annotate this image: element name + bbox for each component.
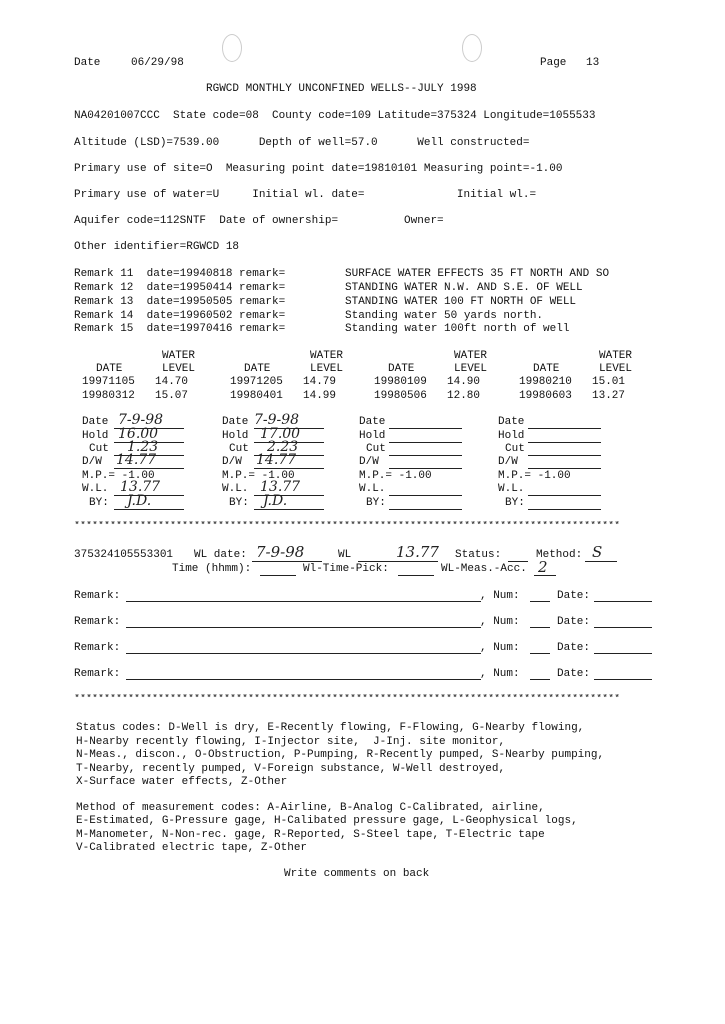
remark-text: Standing water 100ft north of well <box>345 323 570 335</box>
date-label: Date <box>74 57 101 69</box>
asterisk-divider: ******************************************************************************************* <box>74 521 621 532</box>
remark-line-label: Remark: <box>74 668 121 680</box>
site-info-line-5: Aquifer code=112SNTF Date of ownership= Owner= <box>74 215 444 227</box>
hold-field-label: Hold <box>359 430 386 442</box>
date-label: Date: <box>557 616 591 628</box>
level-value: 12.80 <box>447 390 481 402</box>
remark-text: SURFACE WATER EFFECTS 35 FT NORTH AND SO <box>345 268 610 280</box>
status-label: Status: <box>455 549 502 561</box>
date-field-value[interactable]: 7-9-98 <box>118 412 164 428</box>
wl-field-label: W.L. <box>359 483 386 495</box>
mp-field: M.P.= -1.00 <box>82 470 155 482</box>
wl-value[interactable]: 13.77 <box>396 543 439 561</box>
hold-field-label: Hold <box>82 430 109 442</box>
date-label: Date: <box>557 642 591 654</box>
wl-date-value[interactable]: 7-9-98 <box>256 543 305 561</box>
level-date: 19980506 <box>374 390 427 402</box>
level-value: 13.27 <box>592 390 626 402</box>
level-date: 19980210 <box>519 376 572 388</box>
col-header-water: WATER <box>454 350 488 362</box>
cut-field-label: Cut <box>89 443 109 455</box>
remark-line-field[interactable] <box>126 627 481 628</box>
punch-hole-left <box>222 34 242 62</box>
cut-field-label: Cut <box>505 443 525 455</box>
num-field[interactable] <box>530 601 550 602</box>
wl-line <box>358 561 438 562</box>
page-label: Page <box>540 57 567 69</box>
status-codes-line: X-Surface water effects, Z-Other <box>76 776 288 788</box>
site-info-line-4: Primary use of water=U Initial wl. date= Initial wl.= <box>74 189 537 201</box>
num-field[interactable] <box>530 627 550 628</box>
wl-field-value[interactable]: 13.77 <box>120 479 161 495</box>
date-field[interactable] <box>594 627 652 628</box>
num-label: , Num: <box>480 616 520 628</box>
wl-field-label: W.L. <box>82 483 109 495</box>
date-field[interactable] <box>594 601 652 602</box>
date-field-label: Date <box>498 416 525 428</box>
num-label: , Num: <box>480 668 520 680</box>
level-value: 14.90 <box>447 376 481 388</box>
num-label: , Num: <box>480 642 520 654</box>
remark-text: STANDING WATER N.W. AND S.E. OF WELL <box>345 282 583 294</box>
col-header-level: LEVEL <box>454 363 488 375</box>
date-field-value[interactable]: 7-9-98 <box>254 412 300 428</box>
remark-label: Remark 13 date=19950505 remark= <box>74 296 286 308</box>
level-date: 19980312 <box>82 390 135 402</box>
cut-field-value[interactable]: 2.23 <box>267 439 299 455</box>
status-codes-line: H-Nearby recently flowing, I-Injector site, J-Inj. site monitor, <box>76 736 506 748</box>
by-field-label: BY: <box>89 497 109 509</box>
date-field-label: Date <box>82 416 109 428</box>
hold-field-value[interactable]: 17.00 <box>260 426 301 442</box>
wl-field-label: W.L. <box>498 483 525 495</box>
method-codes-line: V-Calibrated electric tape, Z-Other <box>76 842 308 854</box>
status-codes-line: T-Nearby, recently pumped, V-Foreign substance, W-Well destroyed, <box>76 763 506 775</box>
by-field-label: BY: <box>366 497 386 509</box>
level-value: 14.79 <box>303 376 337 388</box>
remark-text: STANDING WATER 100 FT NORTH OF WELL <box>345 296 577 308</box>
site-info-line-1: NA04201007CCC State code=08 County code=109 Latitude=375324 Longitude=1055533 <box>74 110 596 122</box>
status-codes-line: N-Meas., discon., O-Obstruction, P-Pumping, R-Recently pumped, S-Nearby pumping, <box>76 749 605 761</box>
col-header-date: DATE <box>533 363 560 375</box>
remark-line-label: Remark: <box>74 642 121 654</box>
wl-time-pick-label: Wl-Time-Pick: <box>303 563 389 575</box>
wl-date-line <box>252 561 322 562</box>
method-codes-line: M-Manometer, N-Non-rec. gage, R-Reported, S-Steel tape, T-Electric tape <box>76 829 545 841</box>
date-field[interactable] <box>594 653 652 654</box>
punch-hole-right <box>462 34 482 62</box>
remark-line-label: Remark: <box>74 616 121 628</box>
wl-meas-acc-label: WL-Meas.-Acc. <box>441 563 527 575</box>
wl-meas-acc-value[interactable]: 2 <box>538 558 548 576</box>
date-field[interactable] <box>594 679 652 680</box>
wl-date-label: WL date: <box>194 549 247 561</box>
num-field[interactable] <box>530 679 550 680</box>
remark-line-field[interactable] <box>126 601 481 602</box>
site-info-line-2: Altitude (LSD)=7539.00 Depth of well=57.0 Well constructed= <box>74 137 530 149</box>
time-label: Time (hhmm): <box>172 563 252 575</box>
col-header-date: DATE <box>96 363 123 375</box>
hold-field-label: Hold <box>498 430 525 442</box>
remark-text: Standing water 50 yards north. <box>345 310 544 322</box>
page-number: 13 <box>586 57 600 69</box>
dw-field-label: D/W <box>82 456 102 468</box>
level-date: 19980401 <box>230 390 283 402</box>
level-value: 14.70 <box>155 376 189 388</box>
level-value: 15.01 <box>592 376 626 388</box>
date-field-label: Date <box>222 416 249 428</box>
remark-label: Remark 11 date=19940818 remark= <box>74 268 286 280</box>
by-field-label: BY: <box>229 497 249 509</box>
level-date: 19971205 <box>230 376 283 388</box>
cut-field-value[interactable]: 1.23 <box>127 439 159 455</box>
method-label: Method: <box>536 549 583 561</box>
col-header-water: WATER <box>599 350 633 362</box>
remark-line-label: Remark: <box>74 590 121 602</box>
time-line[interactable] <box>260 575 296 576</box>
date-value: 06/29/98 <box>131 57 184 69</box>
by-field-value[interactable]: J.D. <box>263 493 288 509</box>
remark-line-field[interactable] <box>126 653 481 654</box>
by-field-label: BY: <box>505 497 525 509</box>
site-id: 375324105553301 <box>74 549 174 561</box>
by-field-value[interactable]: J.D. <box>127 493 152 509</box>
num-label: , Num: <box>480 590 520 602</box>
remark-label: Remark 12 date=19950414 remark= <box>74 282 286 294</box>
col-header-date: DATE <box>244 363 271 375</box>
date-label: Date: <box>557 668 591 680</box>
dw-field-label: D/W <box>498 456 518 468</box>
site-info-line-6: Other identifier=RGWCD 18 <box>74 241 240 253</box>
col-header-level: LEVEL <box>310 363 344 375</box>
hold-field-label: Hold <box>222 430 249 442</box>
col-header-date: DATE <box>388 363 415 375</box>
method-codes-line: E-Estimated, G-Pressure gage, H-Calibated pressure gage, L-Geophysical logs, <box>76 815 578 827</box>
remark-line-field[interactable] <box>126 679 481 680</box>
method-line <box>585 561 617 562</box>
dw-field-label: D/W <box>222 456 242 468</box>
col-header-water: WATER <box>162 350 196 362</box>
level-date: 19980109 <box>374 376 427 388</box>
level-value: 14.99 <box>303 390 337 402</box>
status-line[interactable] <box>508 561 528 562</box>
mp-field: M.P.= -1.00 <box>359 470 432 482</box>
method-codes-line: Method of measurement codes: A-Airline, B-Analog C-Calibrated, airline, <box>76 802 545 814</box>
wl-field-value[interactable]: 13.77 <box>260 479 301 495</box>
hold-field-value[interactable]: 16.00 <box>118 426 159 442</box>
mp-field: M.P.= -1.00 <box>222 470 295 482</box>
wl-time-pick-line[interactable] <box>398 575 434 576</box>
col-header-water: WATER <box>310 350 344 362</box>
date-field-label: Date <box>359 416 386 428</box>
remark-label: Remark 15 date=19970416 remark= <box>74 323 286 335</box>
dw-field-value[interactable]: 14.77 <box>256 452 297 468</box>
page-title: RGWCD MONTHLY UNCONFINED WELLS--JULY 1998 <box>206 83 477 95</box>
num-field[interactable] <box>530 653 550 654</box>
asterisk-divider: ******************************************************************************************* <box>74 694 621 705</box>
level-value: 15.07 <box>155 390 189 402</box>
mp-field: M.P.= -1.00 <box>498 470 571 482</box>
site-info-line-3: Primary use of site=O Measuring point date=19810101 Measuring point=-1.00 <box>74 163 563 175</box>
status-codes-line: Status codes: D-Well is dry, E-Recently flowing, F-Flowing, G-Nearby flowing, <box>76 722 585 734</box>
wl-field-label: W.L. <box>222 483 249 495</box>
dw-field-label: D/W <box>359 456 379 468</box>
col-header-level: LEVEL <box>162 363 196 375</box>
level-date: 19971105 <box>82 376 135 388</box>
remark-label: Remark 14 date=19960502 remark= <box>74 310 286 322</box>
date-label: Date: <box>557 590 591 602</box>
col-header-level: LEVEL <box>599 363 633 375</box>
footer-note: Write comments on back <box>284 868 430 880</box>
method-value[interactable]: S <box>592 543 603 561</box>
cut-field-label: Cut <box>366 443 386 455</box>
cut-field-label: Cut <box>229 443 249 455</box>
wl-label: WL <box>338 549 352 561</box>
dw-field-value[interactable]: 14.77 <box>116 452 157 468</box>
level-date: 19980603 <box>519 390 572 402</box>
